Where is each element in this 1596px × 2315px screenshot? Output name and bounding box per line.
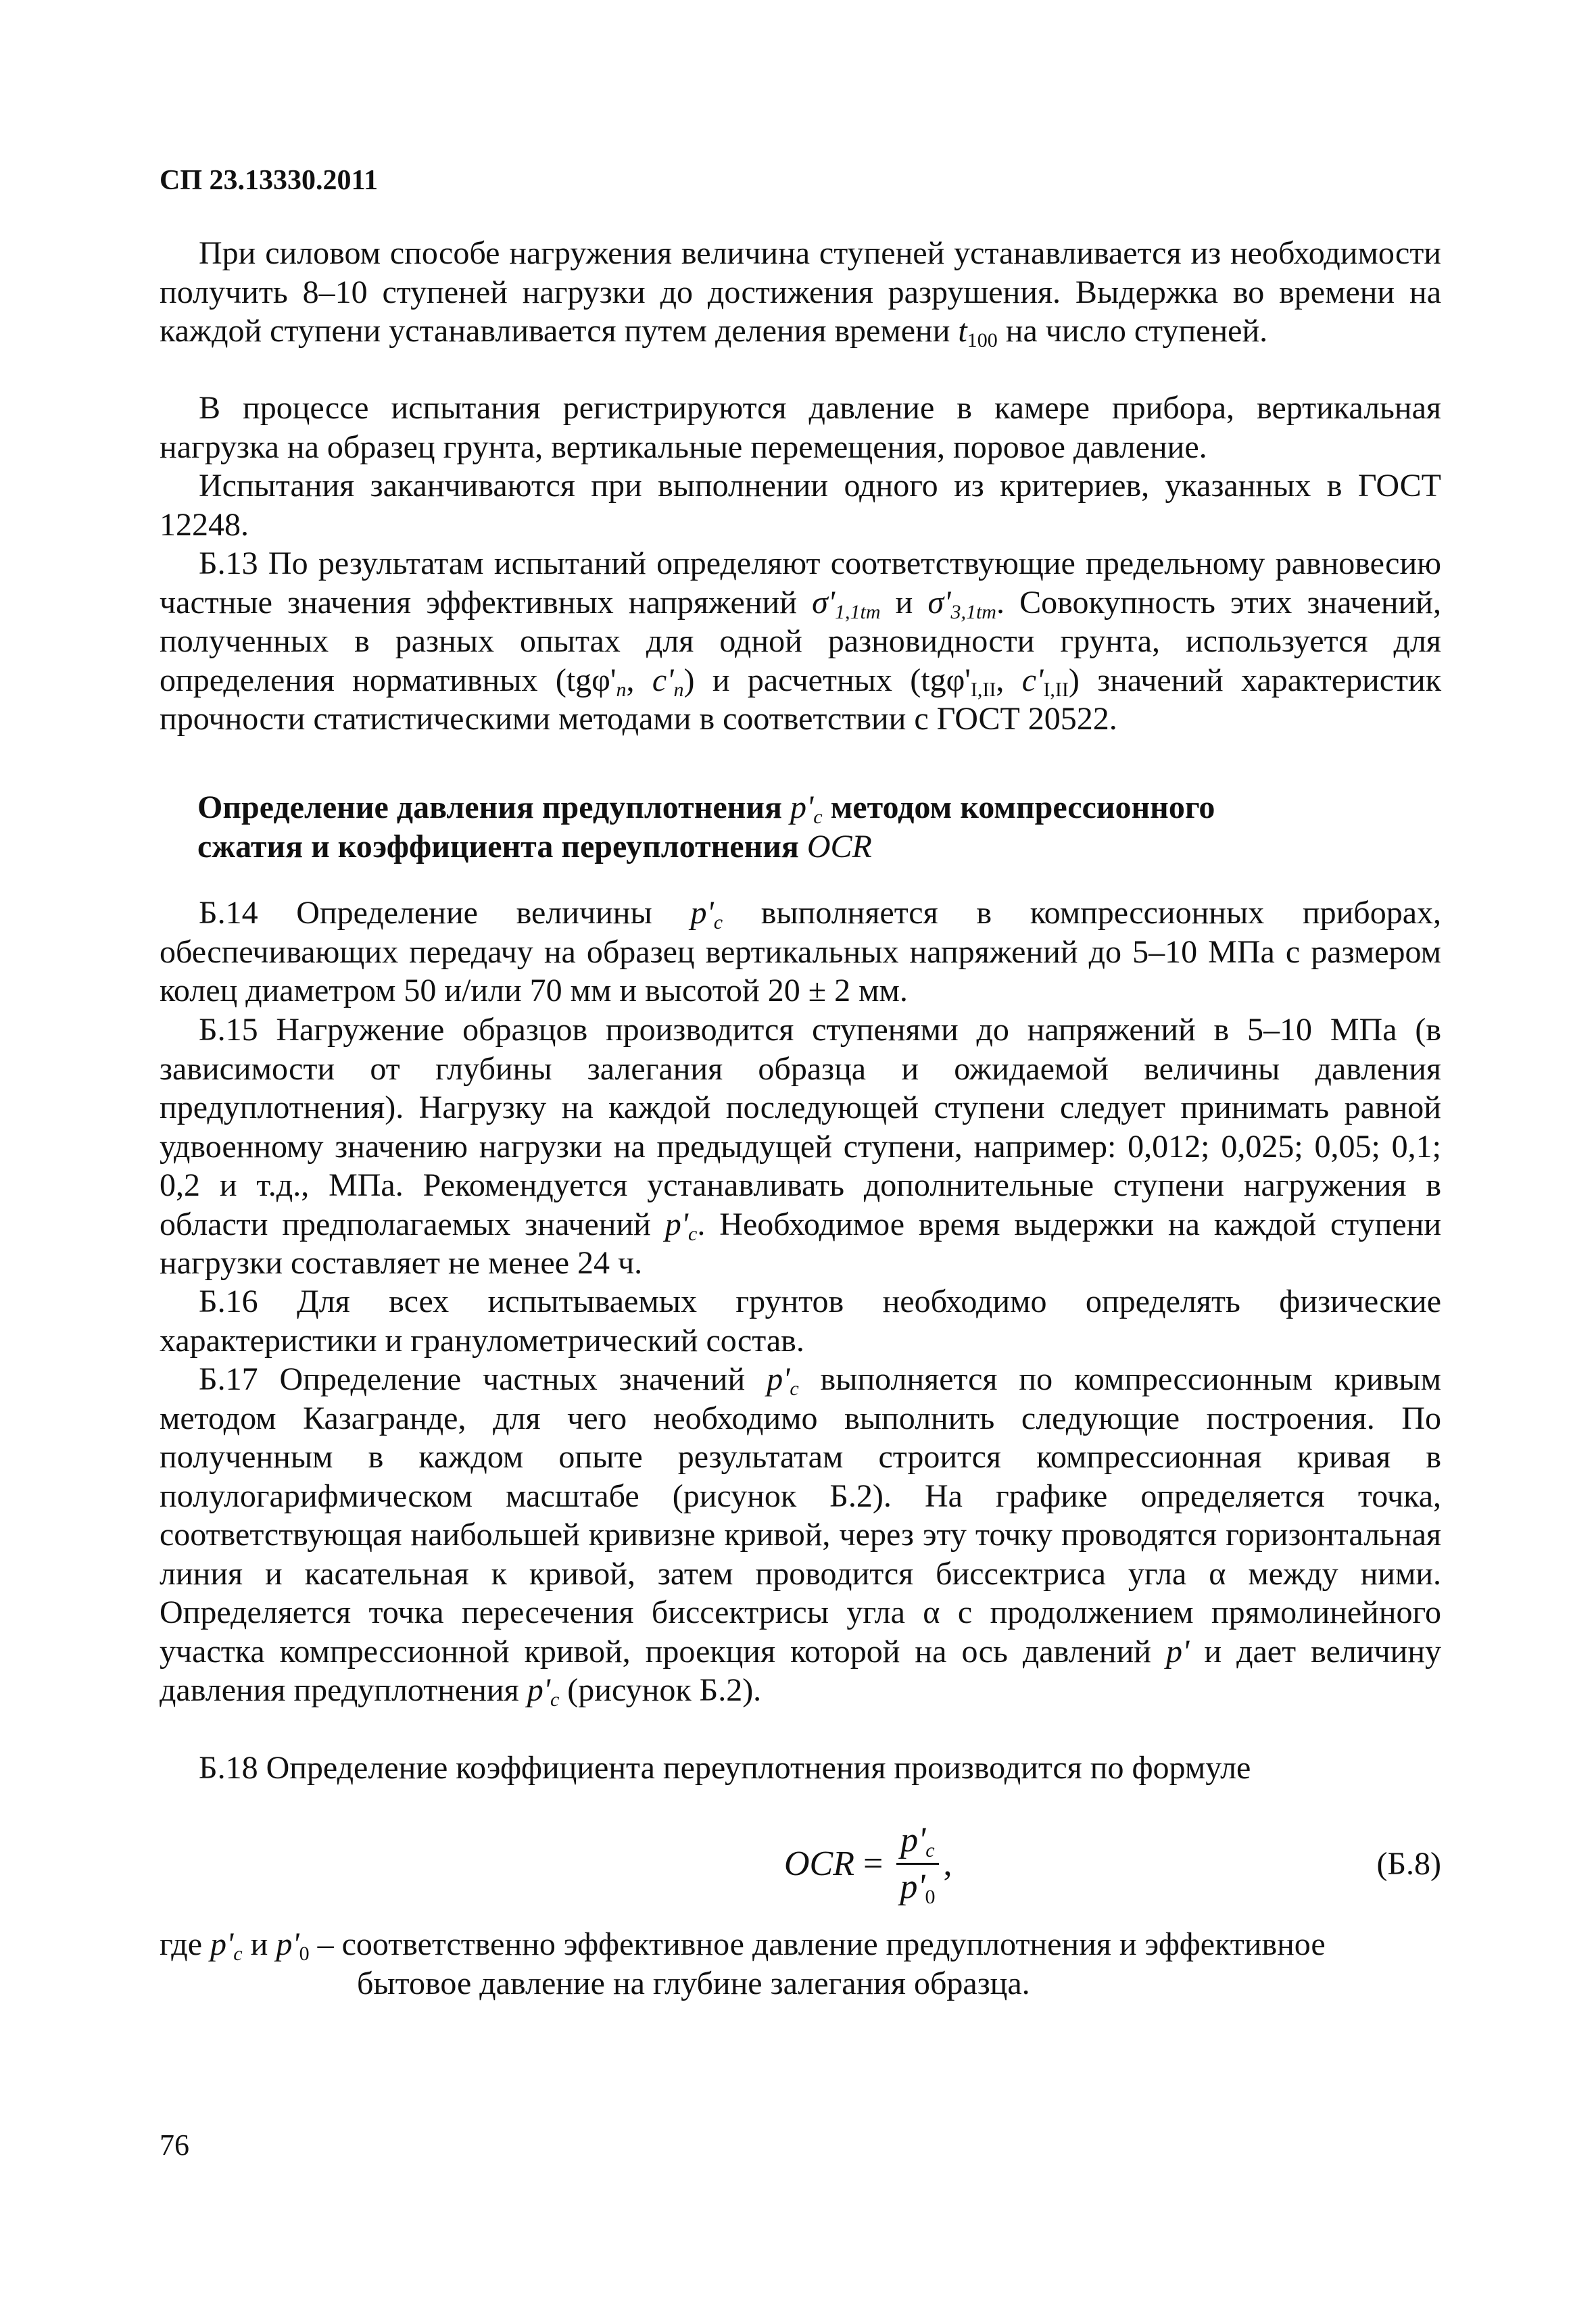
paragraph-b16: Б.16 Для всех испытываемых грунтов необходимо определять физические характеристики и гранулометрический состав. [160, 1284, 1441, 1359]
page-number: 76 [160, 2128, 189, 2162]
paragraph-b17: Б.17 Определение частных значений $p'_c$ выполняется по компрессионным кривым методом Казагранде, для чего необходимо выполнить следующие построения. По полученным в каждом опыте результатам строится компрессионная кривая в полулогарифмическом масштабе (рисунок Б.2). На графике определяется точка, соответствующая наибольшей кривизне кривой, через эту точку проводятся горизонтальная линия и касательная к кривой, затем проводится биссектриса угла α между ними. Определяется точка пересечения биссектрисы угла α с продолжением прямолинейного участка компрессионной кривой, проекция которой на ось давлений p' и дает величину давления предуплотнения $p'_c$ (рисунок Б.2). [160, 1361, 1442, 1711]
paragraph-b14: Б.14 Определение величины $p'_c$ выполняется в компрессионных приборах, обеспечивающих передачу на образец вертикальных напряжений до 5–10 МПа с размером колец диаметром 50 и/или 70 мм и высотой 20 ± 2 мм. [160, 895, 1442, 1008]
section-heading: Определение давления предуплотнения $p'_c$ методом компрессионного сжатия и коэффициента переуплотнения OCR [197, 789, 1215, 864]
paragraph-b15: Б.15 Нагружение образцов производится ступенями до напряжений в 5–10 МПа (в зависимости от глубины залегания образца и ожидаемой величины давления предуплотнения). Нагрузку на каждой последующей ступени следует принимать равной удвоенному значению нагрузки на предыдущей ступени, например: 0,012; 0,025; 0,05; 0,1; 0,2 и т.д., МПа. Рекомендуется устанавливать дополнительные ступени нагружения в области предполагаемых значений $p'_c$. Необходимое время выдержки на каждой ступени нагрузки составляет не менее 24 ч. [160, 1012, 1441, 1281]
formula-denominator: $p'_0$ [900, 1868, 936, 1908]
paragraph-b13: Б.13 По результатам испытаний определяют соответствующие предельному равновесию частные значения эффективных напряжений $\sigma'_{1,1tm}$ и $\sigma'_{3,1tm}$. Совокупность этих значений, полученных в разных опытах для одной разновидности грунта, используется для определения нормативных ($tg\varphi'_n$, $c'_n$) и расчетных ($tg\varphi'_{I,II}$, $c'_{I,II}$) значений характеристик прочности статистическими методами в соответствии с ГОСТ 20522. [160, 545, 1442, 737]
formula-expression: OCR = $\frac{p'_c}{p'_0}$ , [784, 1821, 952, 1908]
paragraph-test-end: Испытания заканчиваются при выполнении одного из критериев, указанных в ГОСТ 12248. [160, 468, 1441, 543]
formula-explanation: где $p'_c$ и $p'_0$ – соответственно эффективное давление предуплотнения и эффективное бытовое давление на глубине залегания образца. [160, 1926, 1326, 2001]
paragraph-loading-steps: При силовом способе нагружения величина ступеней устанавливается из необходимости получить 8–10 ступеней нагрузки до достижения разрушения. Выдержка во времени на каждой ступени устанавливается путем деления времени $t_{100}$ на число ступеней. [160, 235, 1441, 351]
formula-number: (Б.8) [1376, 1846, 1441, 1882]
paragraph-test-registration: В процессе испытания регистрируются давление в камере прибора, вертикальная нагрузка на образец грунта, вертикальные перемещения, поровое давление. [160, 390, 1441, 465]
formula-fraction [896, 1820, 939, 1908]
formula-b8 [160, 1820, 1441, 1914]
standard-code-header: СП 23.13330.2011 [160, 165, 379, 196]
formula-numerator: $p'_c$ [896, 1820, 938, 1865]
paragraph-b18: Б.18 Определение коэффициента переуплотнения производится по формуле [199, 1750, 1251, 1786]
